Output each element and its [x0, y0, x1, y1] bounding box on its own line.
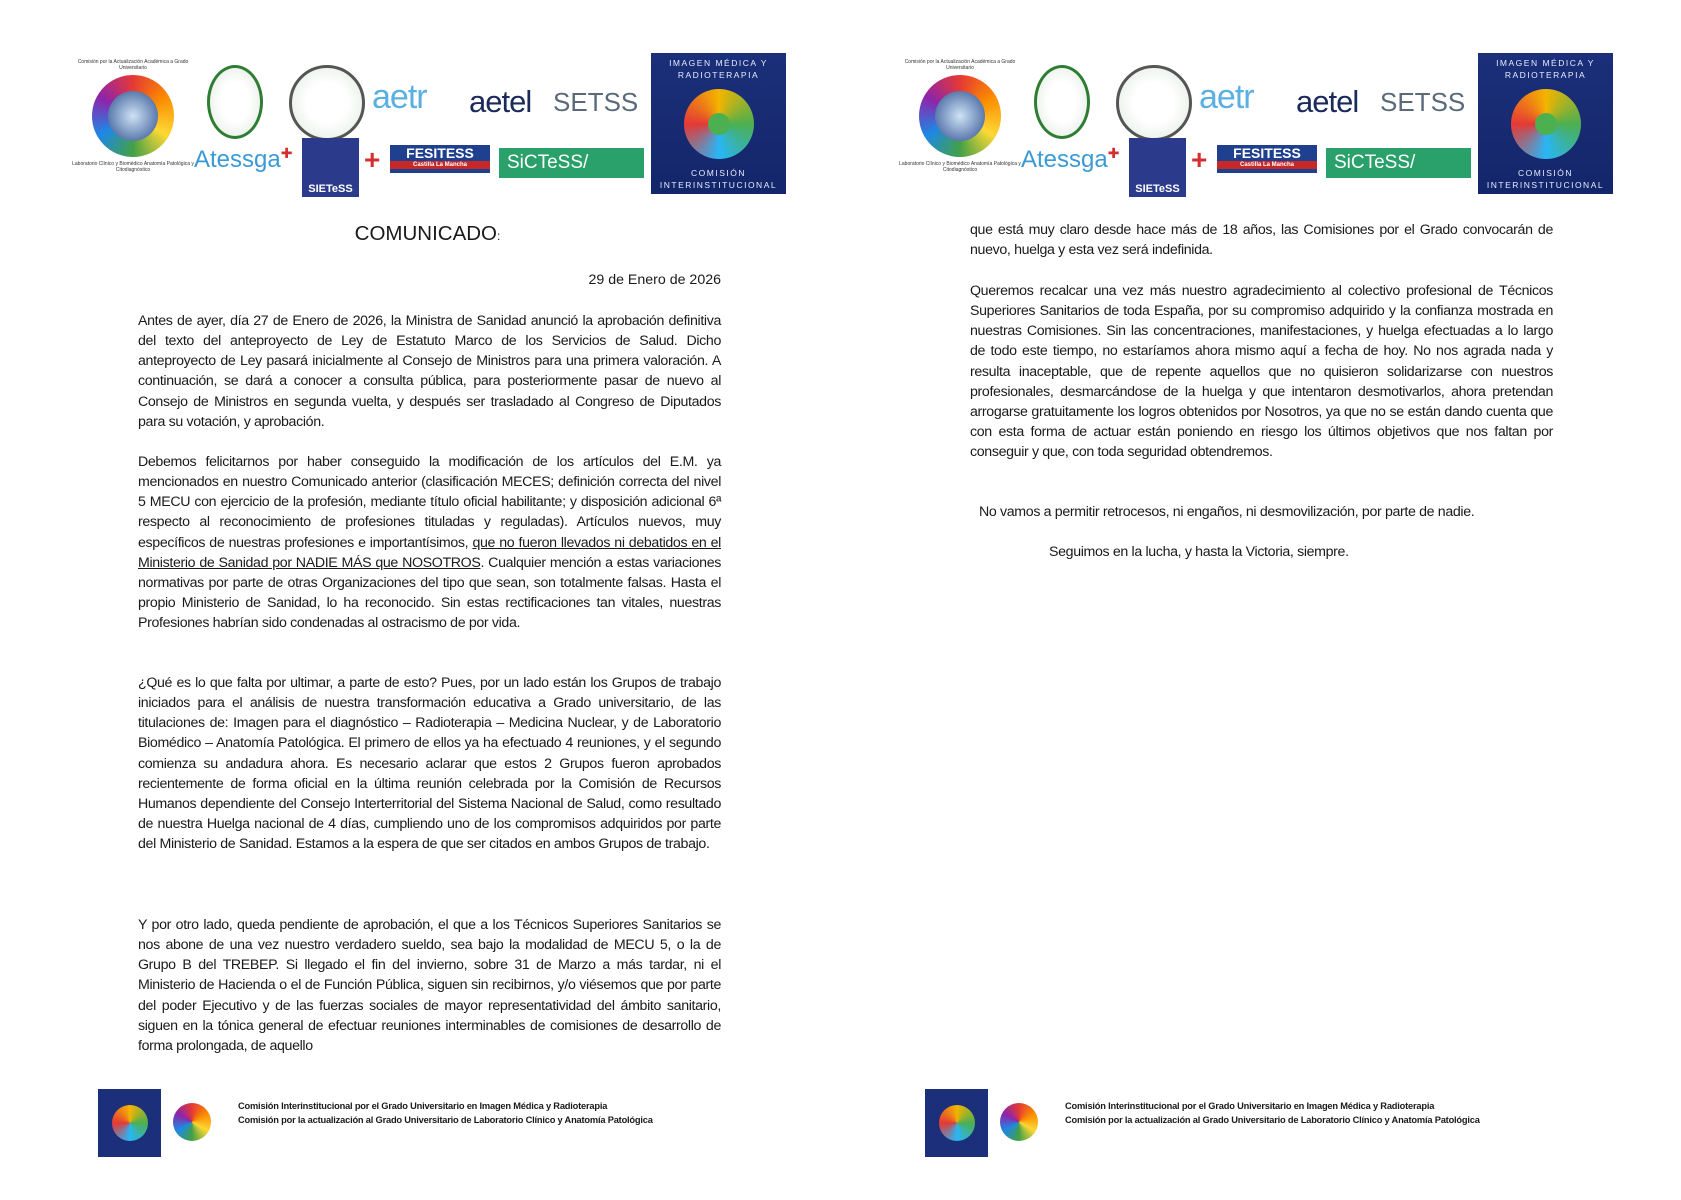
logo-text: IMAGEN MÉDICA Y RADIOTERAPIA [669, 58, 768, 80]
logo-text: FESITESS [406, 145, 474, 161]
lab-commission-footer-logo [166, 1089, 218, 1157]
sietess-logo: SIETeSS [302, 138, 359, 197]
fesitess-logo [1191, 143, 1317, 185]
logo-text: FESITESS [1233, 145, 1301, 161]
paragraph-no-retreat: No vamos a permitir retrocesos, ni engaños, ni desmovilización, por parte de nadie. [979, 504, 1475, 520]
fesitess-logo [364, 143, 490, 185]
setss-logo: SETSS [1380, 87, 1466, 117]
footer-line: Comisión Interinstitucional por el Grado Universitario en Imagen Médica y Radioterapia [238, 1101, 608, 1111]
closing-line: Seguimos en la lucha, y hasta la Victoria, siempre. [1049, 544, 1349, 560]
logo-subtext: Castilla La Mancha [1217, 161, 1317, 169]
lab-commission-logo [898, 59, 1022, 195]
footer-line: Comisión por la actualización al Grado Universitario de Laboratorio Clínico y Anatomía Patológica [1065, 1115, 1480, 1125]
logo-text: COMISIÓN INTERINSTITUCIONAL [659, 168, 778, 190]
logo-text: IMAGEN MÉDICA Y RADIOTERAPIA [1496, 58, 1595, 80]
aetel-logo: aetel [469, 84, 532, 119]
people-circle-icon [939, 1105, 975, 1141]
aetel-logo: aetel [1296, 84, 1359, 119]
aetr-logo: aetr [372, 78, 427, 116]
crest-logo-icon [207, 65, 263, 139]
imagen-medica-footer-logo [925, 1089, 988, 1157]
date: 29 de Enero de 2026 [588, 272, 721, 288]
plus-icon: ✚ [1107, 145, 1120, 161]
people-circle-icon [684, 89, 754, 159]
crest-logo-icon [289, 65, 365, 141]
logo-box [1217, 145, 1317, 173]
page-title [0, 222, 855, 246]
footer-line: Comisión por la actualización al Grado Universitario de Laboratorio Clínico y Anatomía Patológica [238, 1115, 653, 1125]
imagen-medica-logo [1478, 53, 1613, 194]
setss-logo: SETSS [553, 87, 639, 117]
logo-text: COMISIÓN INTERINSTITUCIONAL [1486, 168, 1605, 190]
logo-text: Atessga [194, 146, 281, 173]
imagen-medica-logo [651, 53, 786, 194]
footer-line: Comisión Interinstitucional por el Grado Universitario en Imagen Médica y Radioterapia [1065, 1101, 1435, 1111]
paragraph-continued: que está muy claro desde hace más de 18 años, las Comisiones por el Grado convocarán de nuevo, huelga y esta vez será indefinida. [970, 222, 1553, 259]
paragraph-2 [138, 452, 721, 633]
page-1 [0, 0, 830, 1200]
lab-commission-footer-logo [993, 1089, 1045, 1157]
text: Debemos felicitarnos por haber conseguido la modificación de los artículos del E.M. ya mencionados en nuestro Comunicado anterior (clasificación MECES; definición correcta del nivel 5 MECU con ejercicio de la profesión, mediante título oficial habilitante; y disposición adicional 6ª respecto al reconocimiento de profesiones tituladas y reguladas). Artículos nuevos, muy específicos de nuestras profesiones e importantísimos, [138, 454, 721, 551]
crest-logo-icon [1034, 65, 1090, 139]
title-colon: : [497, 229, 501, 243]
underlined-text: que no fueron llevados ni debatidos en el Ministerio de Sanidad por NADIE MÁS que NOSOTROS [138, 534, 721, 571]
text: . Cualquier mención a estas variaciones normativas por parte de otras Organizaciones del tipo que sean, son totalmente falsas. Hasta el propio Ministerio de Sanidad, lo ha reconocido. Sin estas rectificaciones tan vitales, nuestras Profesiones habrían sido condenadas al ostracismo de por vida. [138, 554, 721, 632]
atessga-logo [194, 145, 292, 174]
lab-commission-logo [71, 59, 195, 195]
people-circle-icon [112, 1105, 148, 1141]
cross-icon: + [1191, 144, 1208, 175]
footer-text [1065, 1099, 1480, 1127]
sictess-logo: SiCTeSS/ [1326, 148, 1471, 178]
logo-text: Laboratorio Clínico y Biomédico Anatomía Patológica y Citodiagnóstico [899, 161, 1021, 173]
title-text: COMUNICADO [354, 222, 497, 245]
microscope-emblem-icon [173, 1103, 211, 1141]
logo-text: Laboratorio Clínico y Biomédico Anatomía Patológica y Citodiagnóstico [72, 161, 194, 173]
page-2 [827, 0, 1657, 1200]
cross-icon: + [364, 144, 381, 175]
logo-box [390, 145, 490, 173]
logo-text: Atessga [1021, 146, 1108, 173]
microscope-emblem-icon [919, 75, 1001, 157]
logo-subtext: Castilla La Mancha [390, 161, 490, 169]
sietess-logo: SIETeSS [1129, 138, 1186, 197]
people-circle-icon [1511, 89, 1581, 159]
paragraph-3: ¿Qué es lo que falta por ultimar, a parte de esto? Pues, por un lado están los Grupos de trabajo iniciados para el análisis de nuestra transformación educativa a Grado universitario, de las titulaciones de: Imagen para el diagnóstico – Radioterapia – Medicina Nuclear, y de Laboratorio Biomédico – Anatomía Patológica. El primero de ellos ya ha efectuado 4 reuniones, y el segundo comienza su andadura ahora. Es necesario aclarar que estos 2 Grupos fueron aprobados recientemente de forma oficial en la última reunión celebrada por la Comisión de Recursos Humanos dependiente del Consejo Interterritorial del Sistema Nacional de Salud, como resultado de nuestra Huelga nacional de 4 días, cumpliendo uno de los compromisos adquiridos por parte del Ministerio de Sanidad. Estamos a la espera de que ser citados en ambos Grupos de trabajo. [138, 675, 721, 853]
logo-text: Comisión por la Actualización Académica a Grado Universitario [904, 59, 1016, 71]
logo-text: Comisión por la Actualización Académica a Grado Universitario [77, 59, 189, 71]
paragraph-4: Y por otro lado, queda pendiente de aprobación, el que a los Técnicos Superiores Sanitarios se nos abone de una vez nuestro verdadero sueldo, sea bajo la modalidad de MECU 5, o la de Grupo B del TREBEP. Si llegado el fin del invierno, sobre 31 de Marzo a más tardar, ni el Ministerio de Hacienda o el de Función Pública, siguen sin recibirnos, y/o viésemos que por parte del poder Ejecutivo y de las fuerzas sociales de mayor representatividad del ámbito sanitario, siguen en la tónica general de efectuar reuniones interminables de comisiones de desarrollo de forma prolongada, de aquello [138, 917, 721, 1054]
atessga-logo [1021, 145, 1119, 174]
paragraph-thanks: Queremos recalcar una vez más nuestro agradecimiento al colectivo profesional de Técnicos Superiores Sanitarios de toda España, por su compromiso adquirido y la confianza mostrada en nuestras Comisiones. Sin las concentraciones, manifestaciones, y huelga efectuadas a lo largo de todo este tiempo, no estaríamos ahora mismo aquí a fecha de hoy. No nos agrada nada y resulta inaceptable, que de repente aquellos que no quisieron solidarizarse con nuestros profesionales, desmarcándose de la huelga y que intentaron desmotivarlos, ahora pretendan arrogarse gratuitamente los logros obtenidos por Nosotros, ya que no se están dando cuenta que con esta forma de actuar están poniendo en riesgo los últimos objetivos que nos faltan por conseguir y que, con toda seguridad obtendremos. [970, 283, 1553, 461]
footer-text [238, 1099, 653, 1127]
paragraph-1: Antes de ayer, día 27 de Enero de 2026, la Ministra de Sanidad anunció la aprobación definitiva del texto del anteproyecto de Ley de Estatuto Marco de los Servicios de Salud. Dicho anteproyecto de Ley pasará inicialmente al Consejo de Ministros para una primera valoración. A continuación, se dará a conocer a consulta pública, para posteriormente pasar de nuevo al Consejo de Ministros en segunda vuelta, y después ser trasladado al Congreso de Diputados para su votación, y aprobación. [138, 313, 721, 430]
microscope-emblem-icon [1000, 1103, 1038, 1141]
sictess-logo: SiCTeSS/ [499, 148, 644, 178]
plus-icon: ✚ [280, 145, 293, 161]
aetr-logo: aetr [1199, 78, 1254, 116]
microscope-emblem-icon [92, 75, 174, 157]
crest-logo-icon [1116, 65, 1192, 141]
imagen-medica-footer-logo [98, 1089, 161, 1157]
